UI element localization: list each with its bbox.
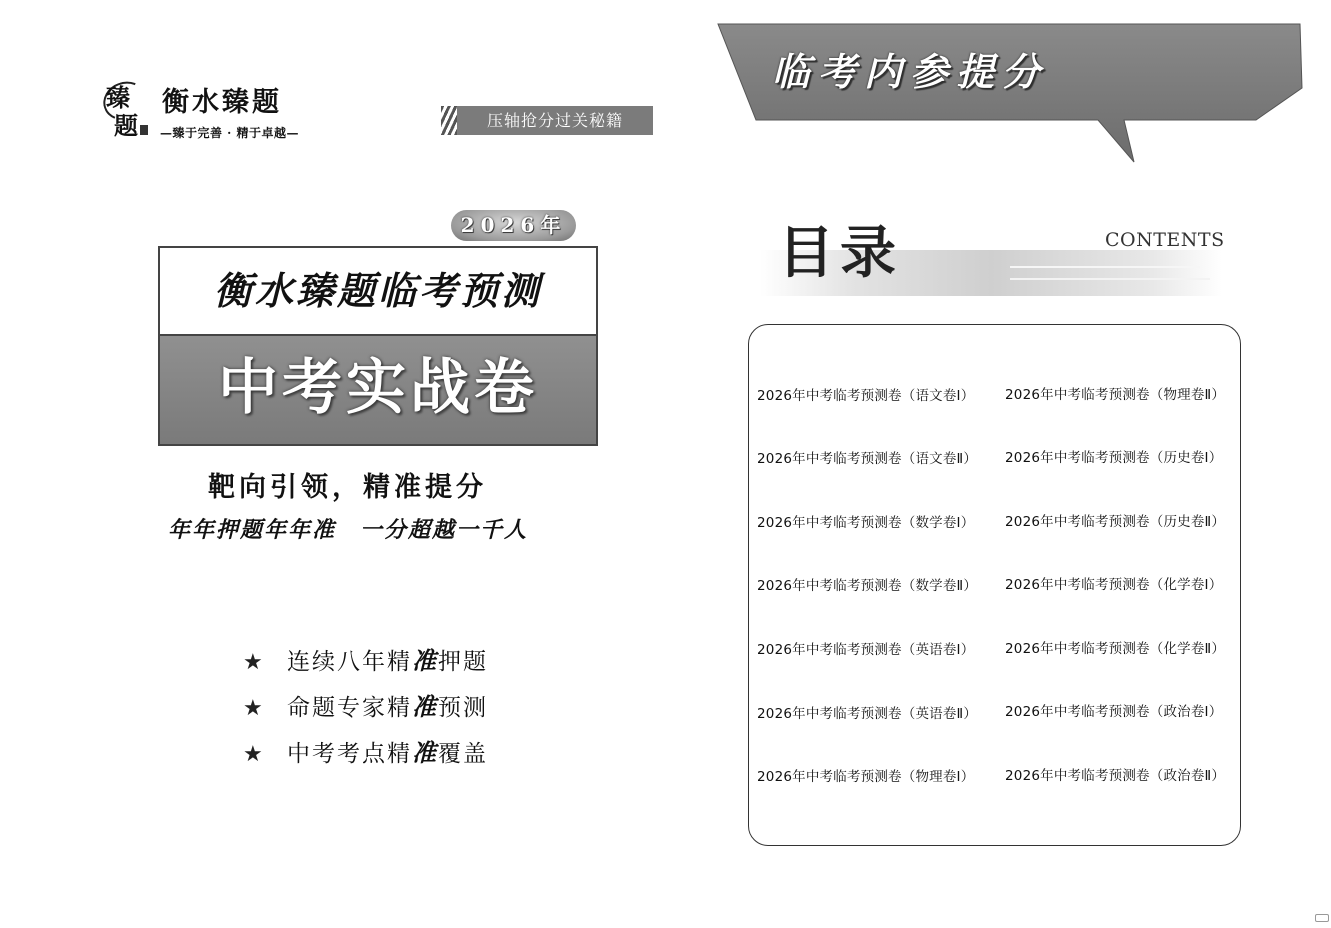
logo-stamp [140,125,148,135]
feature-emphasis: 准 [412,692,438,721]
toc-item[interactable]: 2026年中考临考预测卷（英语卷Ⅰ） [757,642,975,658]
toc-item[interactable]: 2026年中考临考预测卷（政治卷Ⅱ） [1005,768,1226,784]
feature-text: 押题 [438,649,488,675]
feature-emphasis: 准 [412,646,438,675]
year-badge: 2026年 [451,210,576,241]
toc-item[interactable]: 2026年中考临考预测卷（英语卷Ⅱ） [757,706,978,722]
feature-text: 连续八年精 [287,649,412,675]
feature-text: 中考考点精 [287,741,412,767]
feature-emphasis: 准 [412,738,438,767]
toc-title: 目录 [778,221,902,286]
slogan-main: 靶向引领，精准提分 [208,472,487,503]
feature-text: 命题专家精 [287,695,412,721]
brand-name: 衡水臻题 [162,87,282,118]
tagline-tag-label: 压轴抢分过关秘籍 [457,106,653,135]
feature-item [243,692,488,724]
series-title: 衡水臻题临考预测 [213,268,542,313]
brand-slogan: —臻于完善 · 精于卓越— [160,126,300,140]
toc-item[interactable]: 2026年中考临考预测卷（数学卷Ⅰ） [757,515,975,531]
book-title: 中考实战卷 [218,353,538,423]
feature-text: 预测 [438,695,488,721]
toc-subtitle: CONTENTS [1105,229,1225,251]
feature-item [243,646,488,678]
logo-seal-char-1: 臻 [106,83,130,112]
feature-item [243,738,488,770]
title-block [158,246,598,446]
star-icon: ★ [243,650,265,675]
banner-title: 临考内参提分 [772,49,1049,94]
toc-item[interactable]: 2026年中考临考预测卷（化学卷Ⅱ） [1005,641,1226,657]
toc-header-line [1010,266,1200,268]
toc-header-line [1010,278,1210,280]
toc-item[interactable]: 2026年中考临考预测卷（物理卷Ⅰ） [757,769,975,785]
toc-item[interactable]: 2026年中考临考预测卷（历史卷Ⅰ） [1005,450,1223,466]
logo-seal-char-2: 题 [114,111,138,140]
toc-item[interactable]: 2026年中考临考预测卷（语文卷Ⅰ） [757,388,975,404]
banner [716,22,1304,167]
toc-item[interactable]: 2026年中考临考预测卷（历史卷Ⅱ） [1005,514,1226,530]
star-icon: ★ [243,742,265,767]
scan-corner-mark [1315,914,1329,922]
feature-text: 覆盖 [438,741,488,767]
book-title-panel [160,336,596,444]
star-icon: ★ [243,696,265,721]
toc-item[interactable]: 2026年中考临考预测卷（语文卷Ⅱ） [757,451,978,467]
toc-item[interactable]: 2026年中考临考预测卷（化学卷Ⅰ） [1005,577,1223,593]
toc-item[interactable]: 2026年中考临考预测卷（数学卷Ⅱ） [757,578,978,594]
tagline-tag [441,106,653,135]
toc-box [748,324,1241,846]
slogan-sub: 年年押题年年准 一分超越一千人 [168,517,529,543]
series-title-panel [160,248,596,336]
logo-seal [106,85,150,149]
toc-item[interactable]: 2026年中考临考预测卷（物理卷Ⅱ） [1005,387,1226,403]
toc-item[interactable]: 2026年中考临考预测卷（政治卷Ⅰ） [1005,704,1223,720]
